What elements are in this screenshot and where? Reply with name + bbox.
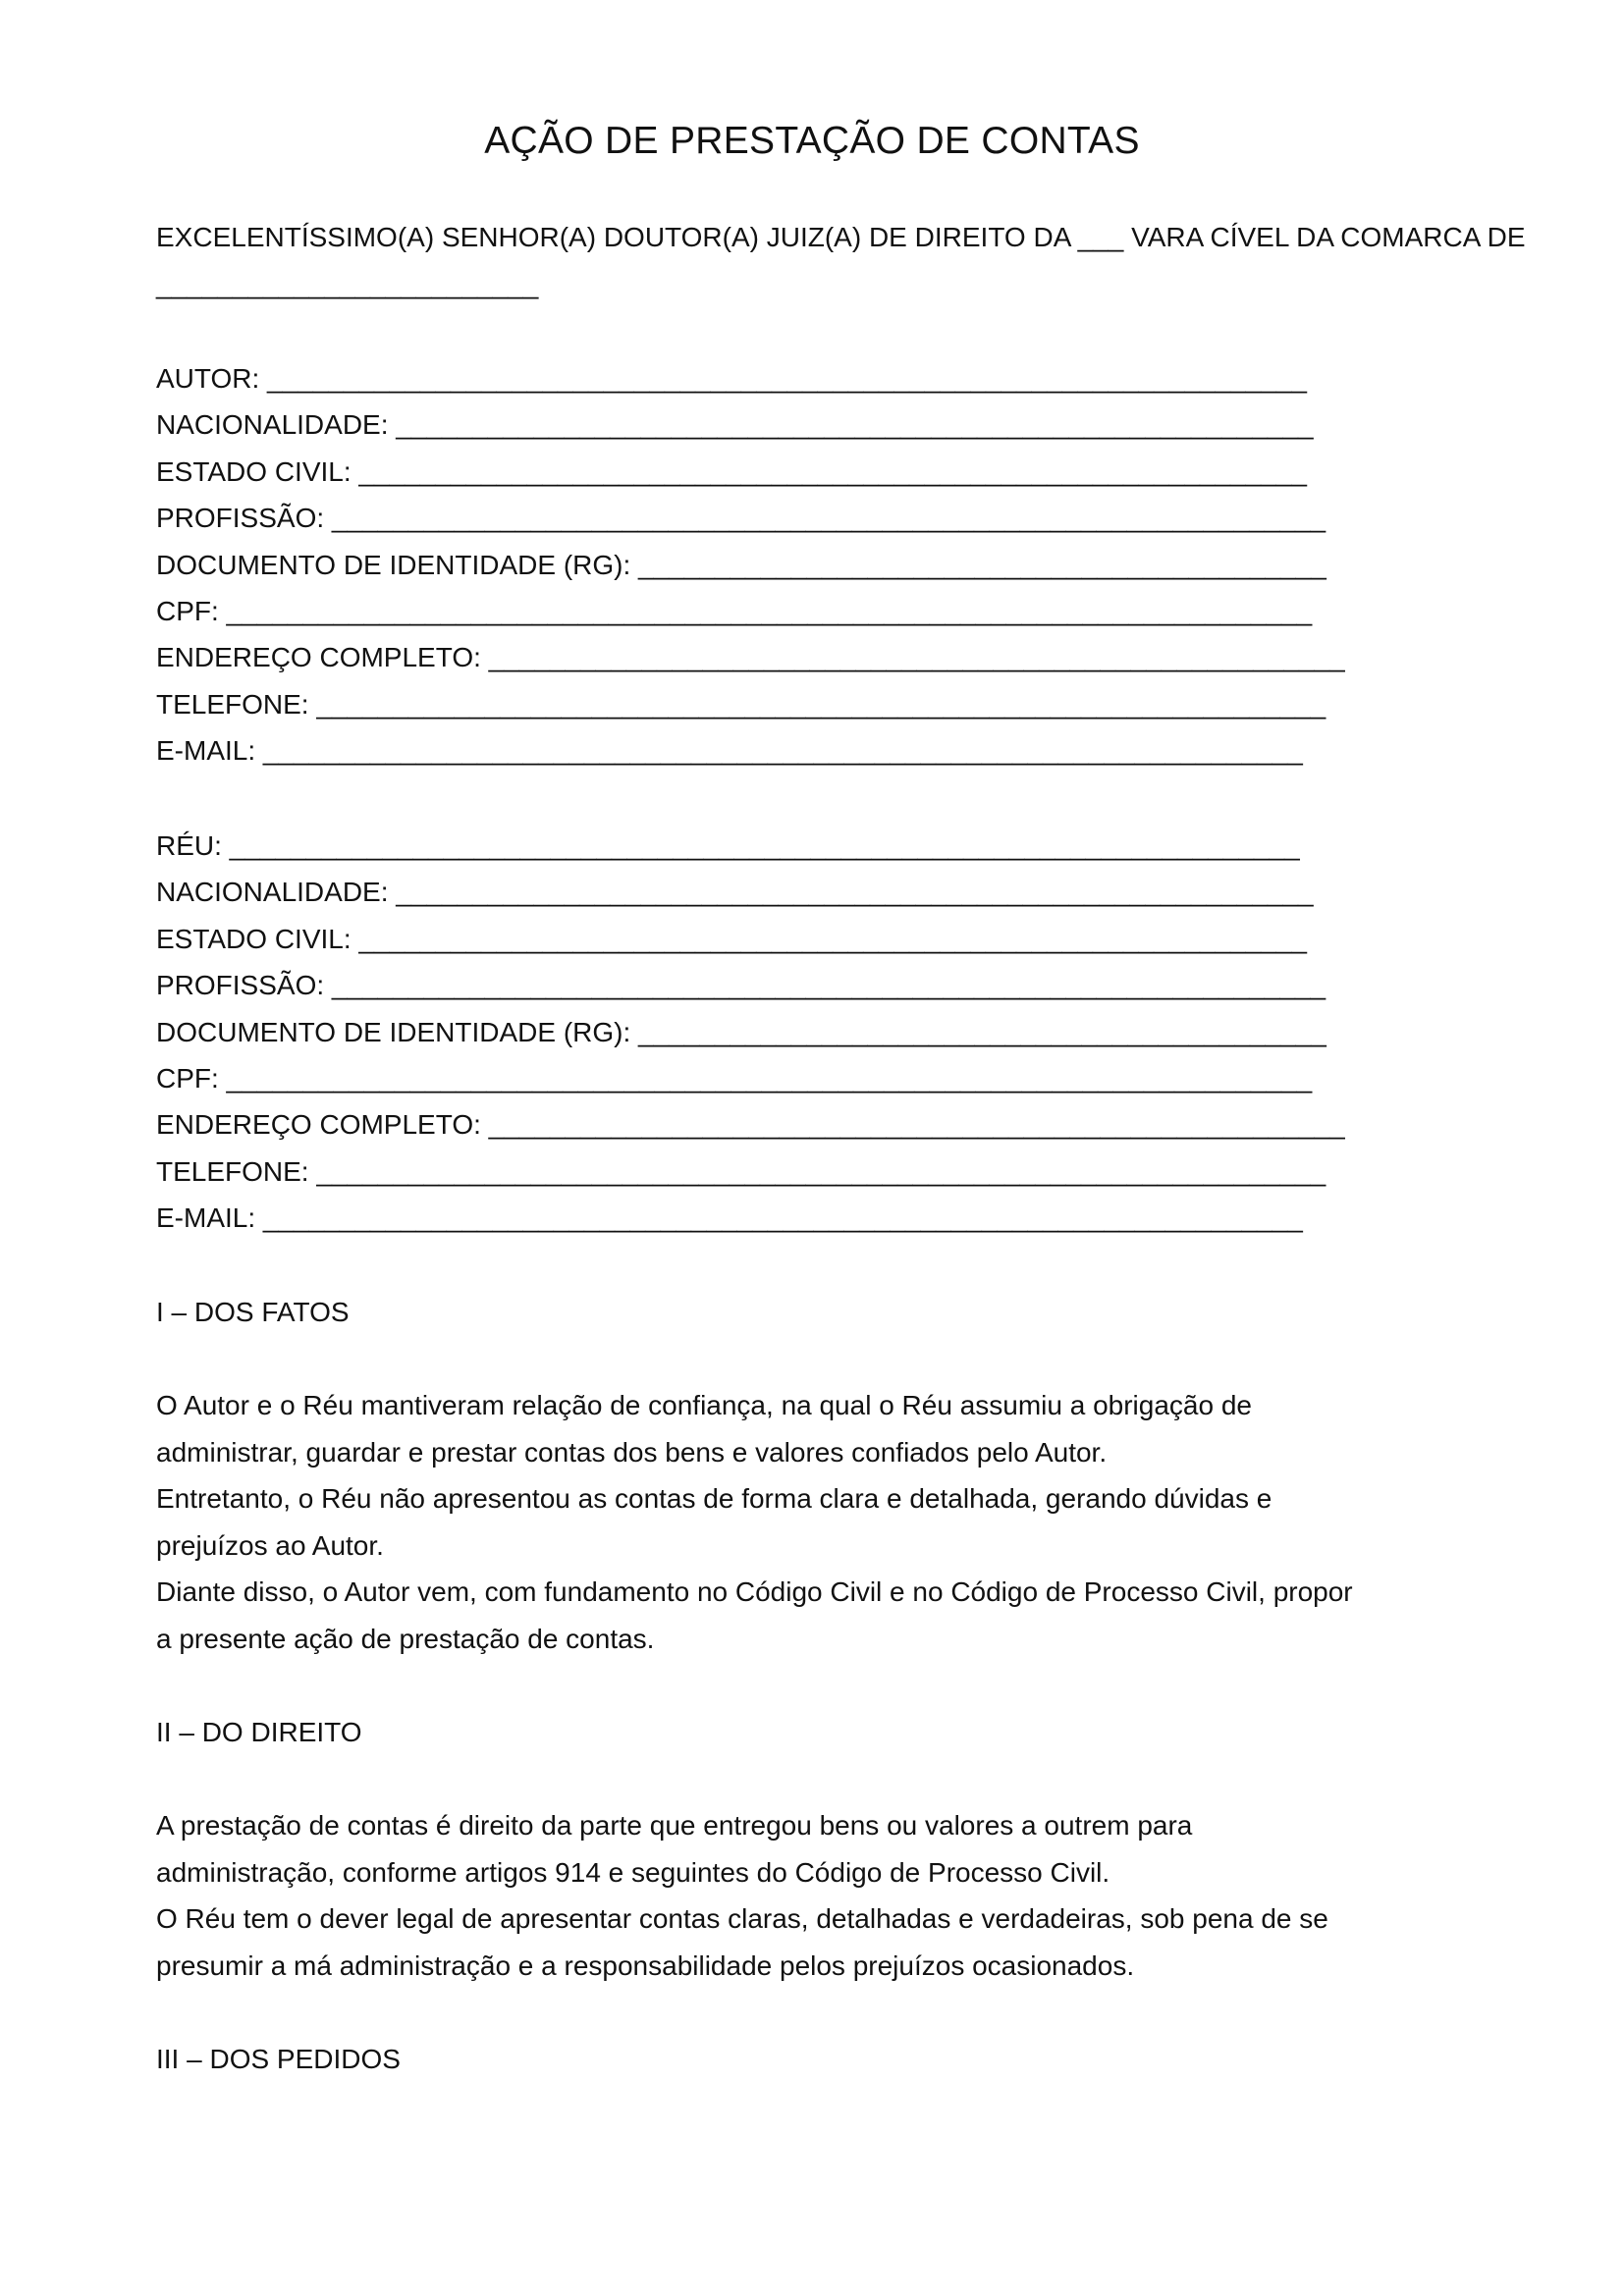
- section-body-fatos: [156, 1382, 1452, 1663]
- autor-qualification: [156, 355, 1345, 774]
- fatos-line: prejuízos ao Autor.: [156, 1529, 384, 1561]
- autor-estado-civil-field: ESTADO CIVIL: ______________________________________________________________: [156, 455, 1307, 487]
- section-body-direito: [156, 1802, 1452, 1989]
- autor-profissao-field: PROFISSÃO: _________________________________________________________________: [156, 503, 1326, 534]
- reu-estado-civil-field: ESTADO CIVIL: ______________________________________________________________: [156, 923, 1307, 954]
- reu-email-field: E-MAIL: ____________________________________________________________________: [156, 1202, 1303, 1234]
- reu-telefone-field: TELEFONE: __________________________________________________________________: [156, 1155, 1326, 1187]
- autor-name-field: AUTOR: ____________________________________________________________________: [156, 363, 1307, 394]
- autor-telefone-field: TELEFONE: __________________________________________________________________: [156, 688, 1326, 720]
- fatos-line: O Autor e o Réu mantiveram relação de confiança, na qual o Réu assumiu a obrigação de: [156, 1390, 1252, 1420]
- direito-line: administração, conforme artigos 914 e seguintes do Código de Processo Civil.: [156, 1856, 1110, 1888]
- direito-line: A prestação de contas é direito da parte que entregou bens ou valores a outrem para: [156, 1810, 1193, 1841]
- addressee: [156, 214, 1570, 308]
- direito-line: presumir a má administração e a responsabilidade pelos prejuízos ocasionados.: [156, 1949, 1135, 1981]
- addressee-comarca-blank: _________________________: [156, 269, 539, 299]
- reu-endereco-field: ENDEREÇO COMPLETO: ________________________________________________________: [156, 1109, 1345, 1141]
- section-heading-fatos: I – DOS FATOS: [156, 1297, 350, 1327]
- fatos-line: Entretanto, o Réu não apresentou as contas de forma clara e detalhada, gerando dúvidas e: [156, 1483, 1272, 1515]
- section-heading-pedidos: III – DOS PEDIDOS: [156, 2044, 401, 2074]
- autor-rg-field: DOCUMENTO DE IDENTIDADE (RG): _____________________________________________: [156, 549, 1326, 580]
- autor-cpf-field: CPF: _______________________________________________________________________: [156, 596, 1313, 627]
- addressee-line-1: EXCELENTÍSSIMO(A) SENHOR(A) DOUTOR(A) JUIZ(A) DE DIREITO DA ___ VARA CÍVEL DA COMARCA DE: [156, 222, 1526, 252]
- reu-cpf-field: CPF: _______________________________________________________________________: [156, 1063, 1313, 1095]
- direito-line: O Réu tem o dever legal de apresentar contas claras, detalhadas e verdadeiras, sob pena de se: [156, 1903, 1328, 1935]
- autor-endereco-field: ENDEREÇO COMPLETO: ________________________________________________________: [156, 642, 1345, 673]
- section-heading-direito: II – DO DIREITO: [156, 1717, 362, 1747]
- reu-rg-field: DOCUMENTO DE IDENTIDADE (RG): _____________________________________________: [156, 1016, 1326, 1047]
- autor-nacionalidade-field: NACIONALIDADE: ____________________________________________________________: [156, 409, 1314, 441]
- autor-email-field: E-MAIL: ____________________________________________________________________: [156, 735, 1303, 767]
- reu-qualification: [156, 823, 1345, 1242]
- fatos-line: administrar, guardar e prestar contas dos bens e valores confiados pelo Autor.: [156, 1436, 1108, 1468]
- fatos-line: a presente ação de prestação de contas.: [156, 1623, 655, 1654]
- document-title: AÇÃO DE PRESTAÇÃO DE CONTAS: [484, 120, 1140, 162]
- reu-nacionalidade-field: NACIONALIDADE: ____________________________________________________________: [156, 877, 1314, 908]
- reu-profissao-field: PROFISSÃO: _________________________________________________________________: [156, 970, 1326, 1001]
- reu-name-field: RÉU: ______________________________________________________________________: [156, 830, 1300, 861]
- fatos-line: Diante disso, o Autor vem, com fundamento no Código Civil e no Código de Processo Civil, propor: [156, 1576, 1353, 1608]
